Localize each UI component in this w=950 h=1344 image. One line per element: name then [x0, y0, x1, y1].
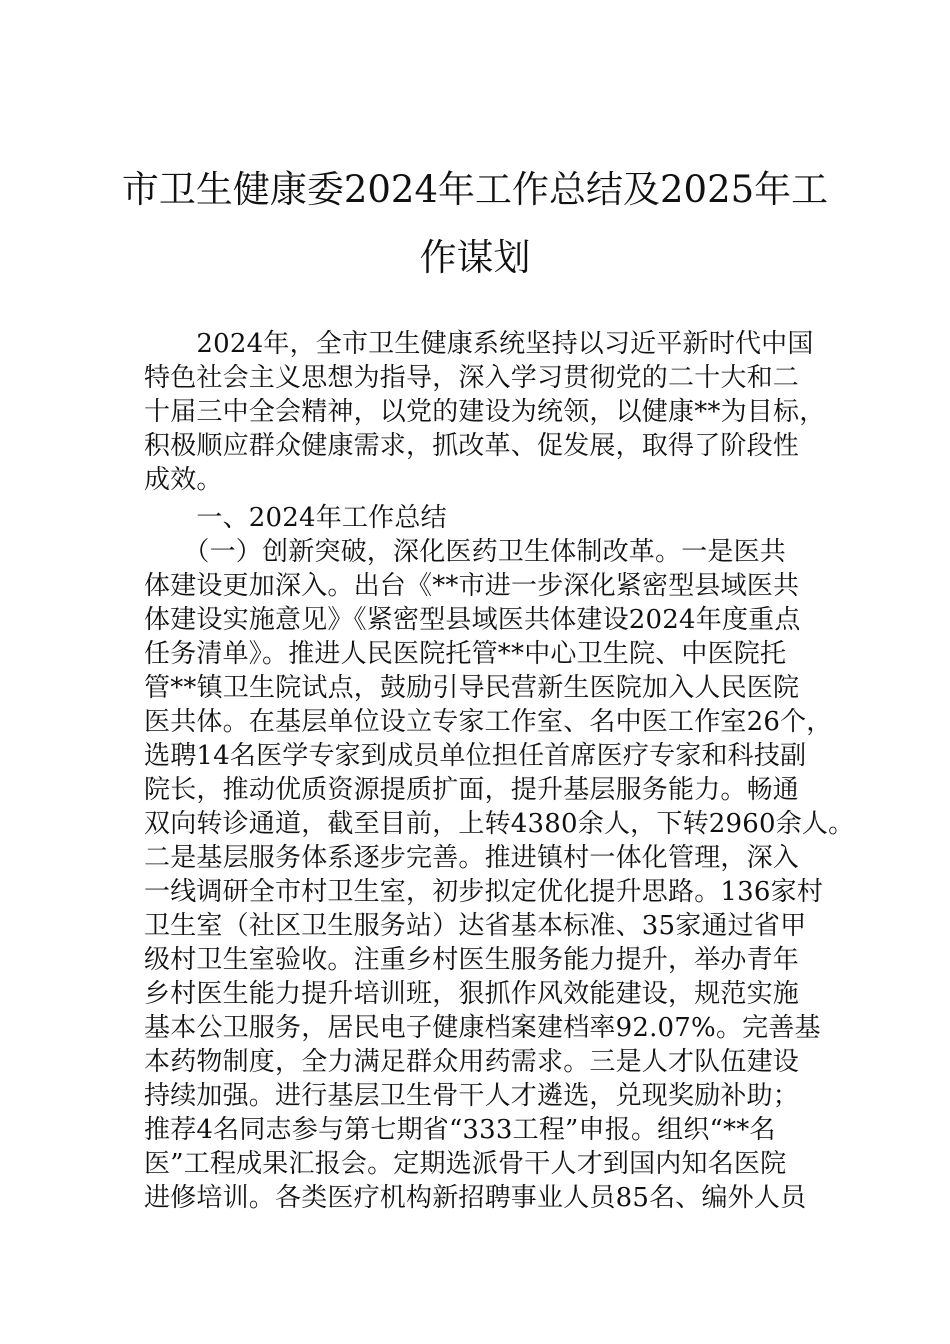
body-line: 持续加强。进行基层卫生骨干人才遴选，兑现奖励补助； — [144, 1081, 800, 1111]
section-heading: 一、2024年工作总结 — [144, 503, 447, 533]
body-line: 选聘14名医学专家到成员单位担任首席医疗专家和科技副 — [144, 741, 807, 771]
body-line: 二是基层服务体系逐步完善。推进镇村一体化管理，深入 — [144, 843, 800, 873]
body-line: 成效。 — [144, 465, 223, 495]
body-line: 积极顺应群众健康需求，抓改革、促发展，取得了阶段性 — [144, 431, 800, 461]
body-line: 一线调研全市村卫生室，初步拟定优化提升思路。136家村 — [144, 877, 824, 907]
body-line: 2024年，全市卫生健康系统坚持以习近平新时代中国 — [144, 329, 814, 359]
body-line: 医”工程成果汇报会。定期选派骨干人才到国内知名医院 — [144, 1149, 787, 1179]
document-title-line-1: 市卫生健康委2024年工作总结及2025年工 — [121, 168, 829, 211]
body-line: 医共体。在基层单位设立专家工作室、名中医工作室26个， — [144, 707, 833, 737]
body-line: 任务清单》。推进人民医院托管**中心卫生院、中医院托 — [144, 639, 787, 669]
document-title-line-2: 作谋划 — [419, 236, 531, 279]
body-line: 进修培训。各类医疗机构新招聘事业人员85名、编外人员 — [144, 1183, 807, 1213]
body-line: 基本公卫服务，居民电子健康档案建档率92.07%。完善基 — [144, 1013, 821, 1043]
body-line: 本药物制度，全力满足群众用药需求。三是人才队伍建设 — [144, 1047, 800, 1077]
body-line: 体建设更加深入。出台《**市进一步深化紧密型县域医共 — [144, 571, 800, 601]
body-line: 管**镇卫生院试点，鼓励引导民营新生医院加入人民医院 — [144, 673, 800, 703]
body-line: 级村卫生室验收。注重乡村医生服务能力提升，举办青年 — [144, 945, 800, 975]
body-line: 院长，推动优质资源提质扩面，提升基层服务能力。畅通 — [144, 775, 800, 805]
body-line: 体建设实施意见》《紧密型县域医共体建设2024年度重点 — [144, 605, 801, 635]
body-line: 十届三中全会精神，以党的建设为统领，以健康**为目标， — [144, 397, 826, 427]
body-line: 推荐4名同志参与第七期省“333工程”申报。组织“**名 — [144, 1115, 776, 1145]
body-line: 乡村医生能力提升培训班，狠抓作风效能建设，规范实施 — [144, 979, 800, 1009]
body-line: （一）创新突破，深化医药卫生体制改革。一是医共 — [144, 537, 787, 567]
body-line: 特色社会主义思想为指导，深入学习贯彻党的二十大和二 — [144, 363, 800, 393]
body-line: 双向转诊通道，截至目前，上转4380余人，下转2960余人。 — [144, 809, 855, 839]
body-line: 卫生室（社区卫生服务站）达省基本标准、35家通过省甲 — [144, 911, 807, 941]
